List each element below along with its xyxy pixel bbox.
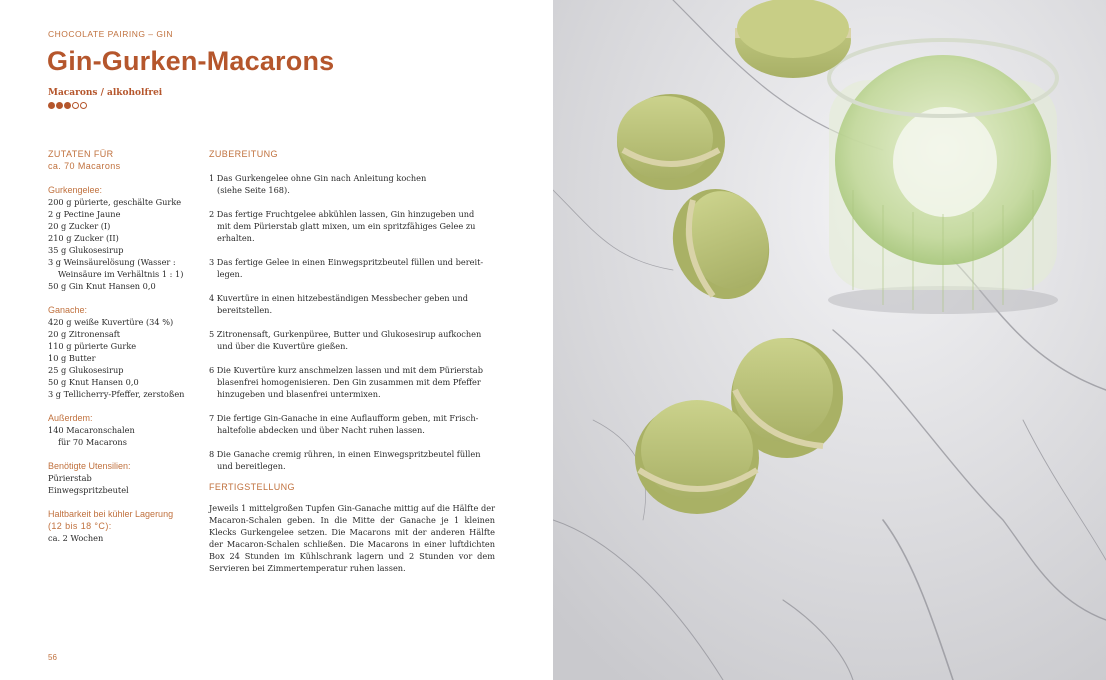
macaron-photo bbox=[553, 0, 1106, 680]
step-line: und bereitlegen. bbox=[217, 461, 286, 471]
preparation-step bbox=[209, 208, 495, 244]
step-line: mit dem Pürierstab glatt mixen, um ein spritzfähiges Gelee zu bbox=[217, 221, 476, 231]
step-line: 5 Zitronensaft, Gurkenpüree, Butter und Glukosesirup aufkochen bbox=[209, 329, 482, 339]
ingredient-line: Weinsäure im Verhältnis 1 : 1) bbox=[58, 269, 184, 279]
preparation-heading: ZUBEREITUNG bbox=[209, 149, 278, 159]
glass-of-gin bbox=[828, 40, 1058, 314]
ingredients-yield: ca. 70 Macarons bbox=[48, 161, 121, 171]
step-line: legen. bbox=[217, 269, 243, 279]
rating-dot-empty bbox=[72, 102, 79, 109]
preparation-column bbox=[209, 148, 495, 574]
gurkengelee-heading: Gurkengelee: bbox=[48, 185, 103, 195]
ingredients-heading: ZUTATEN FÜR bbox=[48, 149, 114, 159]
step-line: 2 Das fertige Fruchtgelee abkühlen lassen, Gin hinzugeben und bbox=[209, 209, 475, 219]
step-line: erhalten. bbox=[217, 233, 255, 243]
finishing-text: Jeweils 1 mittelgroßen Tupfen Gin-Ganache mittig auf die Hälfte der Macaron-Schalen geben. In die Mitte der Ganache je 1 kleinen Klecks Gurkengelee setzen. Die Macarons mit der anderen Hälfte der Macaron-Schalen schließen. Die Macarons in einer luftdichten Box 24 Stunden im Kühlschrank lagern und 2 Stunden vor dem Servieren bei Zimmertemperatur ruhen lassen. bbox=[209, 503, 495, 573]
utensilien-heading: Benötigte Utensilien: bbox=[48, 461, 131, 471]
step-line: hinzugeben und blasenfrei untermixen. bbox=[217, 389, 381, 399]
ingredient-line: 140 Macaronschalen bbox=[48, 425, 135, 435]
utensil-line: Einwegspritzbeutel bbox=[48, 485, 129, 495]
ingredient-line: 20 g Zucker (I) bbox=[48, 221, 111, 231]
recipe-title: Gin-Gurken-Macarons bbox=[47, 46, 335, 76]
ingredient-line: 110 g pürierte Gurke bbox=[48, 341, 137, 351]
step-line: 8 Die Ganache cremig rühren, in einen Einwegspritzbeutel füllen bbox=[209, 449, 481, 459]
preparation-steps bbox=[209, 172, 495, 472]
rating-dot-filled bbox=[56, 102, 63, 109]
step-line: 4 Kuvertüre in einen hitzebeständigen Messbecher geben und bbox=[209, 293, 468, 303]
shelf-life-line: ca. 2 Wochen bbox=[48, 533, 104, 543]
recipe-subtitle: Macarons / alkoholfrei bbox=[48, 88, 163, 98]
step-line: 3 Das fertige Gelee in einen Einwegspritzbeutel füllen und bereit- bbox=[209, 257, 484, 267]
preparation-step bbox=[209, 364, 495, 400]
macaron-upper-left bbox=[617, 94, 725, 190]
ingredient-line: 35 g Glukosesirup bbox=[48, 245, 124, 255]
ingredient-line: für 70 Macarons bbox=[58, 437, 127, 447]
preparation-step bbox=[209, 292, 495, 316]
step-line: haltefolie abdecken und über Nacht ruhen lassen. bbox=[217, 425, 425, 435]
photo-illustration bbox=[553, 0, 1106, 680]
ingredient-line: 3 g Tellicherry-Pfeffer, zerstoßen bbox=[48, 389, 185, 399]
ingredients-column bbox=[48, 148, 196, 544]
utensil-line: Pürierstab bbox=[48, 473, 92, 483]
step-line: blasenfrei homogenisieren. Den Gin zusammen mit dem Pfeffer bbox=[217, 377, 481, 387]
preparation-step bbox=[209, 328, 495, 352]
haltbarkeit-heading: Haltbarkeit bei kühler Lagerung bbox=[48, 509, 174, 519]
rating-dot-empty bbox=[80, 102, 87, 109]
step-line: und über die Kuvertüre gießen. bbox=[217, 341, 348, 351]
ingredient-line: 210 g Zucker (II) bbox=[48, 233, 119, 243]
rating-dot-filled bbox=[48, 102, 55, 109]
haltbarkeit-heading-line2: (12 bis 18 °C): bbox=[48, 521, 112, 531]
rating-dot-filled bbox=[64, 102, 71, 109]
section-kicker: CHOCOLATE PAIRING – GIN bbox=[48, 29, 174, 39]
ingredient-line: 25 g Glukosesirup bbox=[48, 365, 124, 375]
macaron-top bbox=[735, 0, 851, 78]
step-line: (siehe Seite 168). bbox=[217, 185, 290, 195]
ingredient-line: 20 g Zitronensaft bbox=[48, 329, 121, 339]
step-line: 7 Die fertige Gin-Ganache in eine Auflaufform geben, mit Frisch- bbox=[209, 413, 479, 423]
ganache-heading: Ganache: bbox=[48, 305, 88, 315]
step-line: 6 Die Kuvertüre kurz anschmelzen lassen und mit dem Pürierstab bbox=[209, 365, 483, 375]
ingredient-line: 420 g weiße Kuvertüre (34 %) bbox=[48, 317, 174, 327]
ingredient-line: 3 g Weinsäurelösung (Wasser : bbox=[48, 257, 176, 267]
page-number: 56 bbox=[48, 653, 57, 662]
preparation-step bbox=[209, 448, 495, 472]
preparation-step bbox=[209, 412, 495, 436]
step-line: 1 Das Gurkengelee ohne Gin nach Anleitung kochen bbox=[209, 173, 427, 183]
preparation-step bbox=[209, 256, 495, 280]
ingredient-line: 50 g Gin Knut Hansen 0,0 bbox=[48, 281, 156, 291]
ingredient-line: 200 g pürierte, geschälte Gurke bbox=[48, 197, 182, 207]
ingredient-line: 10 g Butter bbox=[48, 353, 96, 363]
ingredient-line: 2 g Pectine Jaune bbox=[48, 209, 121, 219]
ingredient-line: 50 g Knut Hansen 0,0 bbox=[48, 377, 139, 387]
difficulty-rating bbox=[48, 102, 87, 109]
finishing-heading: FERTIGSTELLUNG bbox=[209, 482, 295, 492]
step-line: bereitstellen. bbox=[217, 305, 273, 315]
ausserdem-heading: Außerdem: bbox=[48, 413, 93, 423]
preparation-step bbox=[209, 172, 495, 196]
